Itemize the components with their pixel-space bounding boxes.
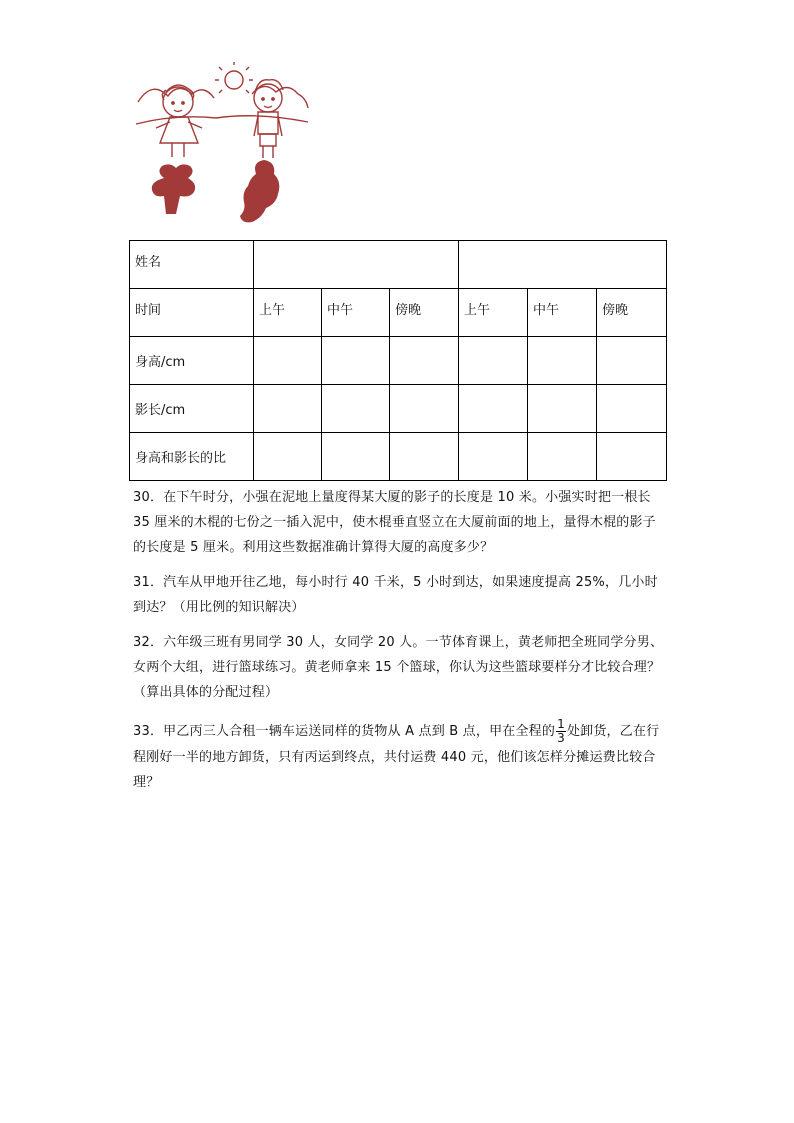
time-cell: 上午 xyxy=(254,289,322,337)
fraction-denominator: 3 xyxy=(557,731,565,745)
time-cell: 上午 xyxy=(459,289,528,337)
blank-cell[interactable] xyxy=(322,385,390,433)
table-row xyxy=(130,289,667,337)
row-label-cell: 身高/cm xyxy=(130,337,254,385)
time-cell: 中午 xyxy=(322,289,390,337)
blank-cell[interactable] xyxy=(390,385,459,433)
row-label-cell: 身高和影长的比 xyxy=(130,433,254,481)
blank-cell[interactable] xyxy=(322,337,390,385)
blank-cell[interactable] xyxy=(528,433,597,481)
blank-cell[interactable] xyxy=(390,337,459,385)
name-cell[interactable] xyxy=(459,241,667,289)
name-label-cell: 姓名 xyxy=(130,241,254,289)
blank-cell[interactable] xyxy=(528,385,597,433)
blank-cell[interactable] xyxy=(597,337,667,385)
children-shadow-illustration xyxy=(134,62,312,226)
sun-icon xyxy=(225,71,243,89)
fraction-numerator: 1 xyxy=(557,717,565,731)
blank-cell[interactable] xyxy=(254,337,322,385)
blank-cell[interactable] xyxy=(322,433,390,481)
table-row xyxy=(130,433,667,481)
fraction-one-third xyxy=(556,718,566,745)
name-cell[interactable] xyxy=(254,241,459,289)
table-row xyxy=(130,241,667,289)
measurement-table xyxy=(129,240,667,481)
time-label-cell: 时间 xyxy=(130,289,254,337)
row-label-cell: 影长/cm xyxy=(130,385,254,433)
time-cell: 傍晚 xyxy=(597,289,667,337)
question-31: 31．汽车从甲地开往乙地，每小时行 40 千米，5 小时到达，如果速度提高 25%，几小时到达？（用比例的知识解决） xyxy=(133,575,658,615)
blank-cell[interactable] xyxy=(459,337,528,385)
blank-cell[interactable] xyxy=(459,433,528,481)
blank-cell[interactable] xyxy=(597,433,667,481)
blank-cell[interactable] xyxy=(254,385,322,433)
question-32: 32．六年级三班有男同学 30 人，女同学 20 人。一节体育课上，黄老师把全班同学分男、女两个大组，进行篮球练习。黄老师拿来 15 个篮球，你认为这些篮球要样分才比较合理？（算出具体的分配过程） xyxy=(133,635,664,700)
question-30: 30．在下午时分，小强在泥地上量度得某大厦的影子的长度是 10 米。小强实时把一根长 35 厘米的木棍的七份之一插入泥中，使木棍垂直竖立在大厦前面的地上，量得木棍的影子的长度是 5 厘米。利用这些数据准确计算得大厦的高度多少？ xyxy=(133,490,656,555)
time-cell: 中午 xyxy=(528,289,597,337)
table-row xyxy=(130,385,667,433)
question-33-text-before: 33．甲乙丙三人合租一辆车运送同样的货物从 A 点到 B 点，甲在全程的 xyxy=(133,724,556,739)
question-33 xyxy=(133,718,668,795)
blank-cell[interactable] xyxy=(597,385,667,433)
question-33-text-after: 处卸货，乙在行程刚好一半的地方卸货，只有丙运到终点，共付运费 440 元，他们该怎样分摊运费比较合理？ xyxy=(133,724,660,790)
blank-cell[interactable] xyxy=(254,433,322,481)
table-row xyxy=(130,337,667,385)
time-cell: 傍晚 xyxy=(390,289,459,337)
blank-cell[interactable] xyxy=(459,385,528,433)
blank-cell[interactable] xyxy=(528,337,597,385)
blank-cell[interactable] xyxy=(390,433,459,481)
